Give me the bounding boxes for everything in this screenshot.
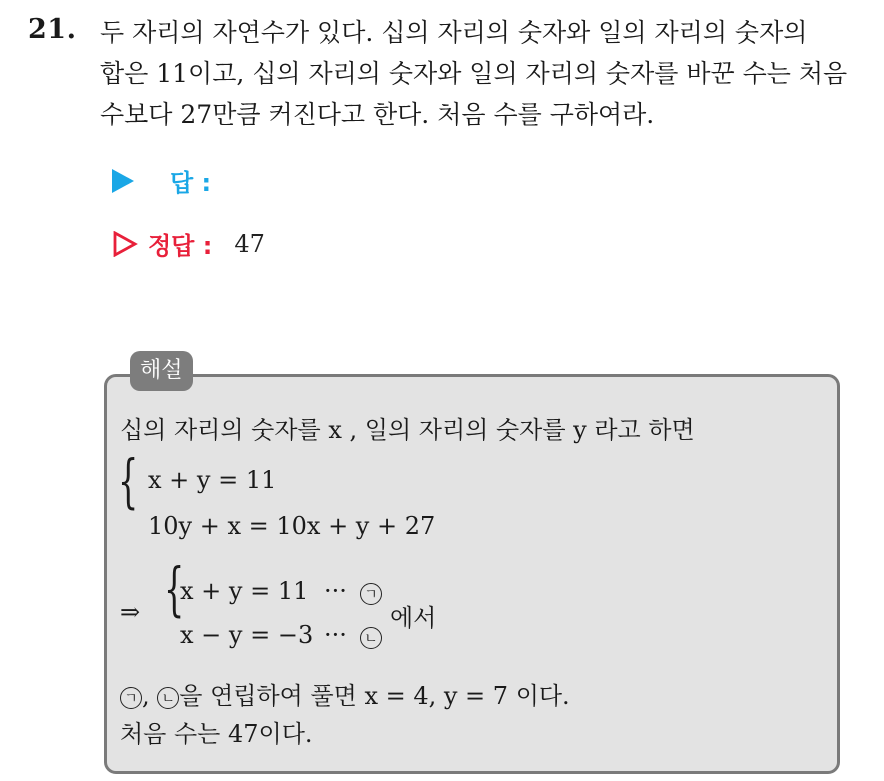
question-text: [100, 12, 870, 135]
correct-answer-row: [112, 226, 265, 261]
solution-tab: 해설: [130, 351, 193, 391]
conclusion-line: ㄱ , ㄴ 을 연립하여 풀면 x = 4, y = 7 이다.: [120, 676, 570, 711]
equation-1b: 10y + x = 10x + y + 27: [148, 512, 436, 540]
outline-triangle-icon: [112, 231, 138, 257]
final-line: 처음 수는 47이다.: [120, 720, 313, 748]
left-brace: {: [164, 555, 185, 623]
solution-line-1: 십의 자리의 숫자를 x , 일의 자리의 숫자를 y 라고 하면: [120, 416, 695, 444]
implies-arrow: ⇒: [120, 598, 141, 626]
question-line: 두 자리의 자연수가 있다. 십의 자리의 숫자와 일의 자리의 숫자의: [100, 18, 808, 47]
equation-1a: x + y = 11: [148, 466, 277, 494]
circled-label: ㄴ: [360, 627, 382, 649]
answer-label: 답 :: [170, 169, 212, 197]
question-line: 합은 11이고, 십의 자리의 숫자와 일의 자리의 숫자를 바꾼 수는 처음: [100, 59, 848, 88]
equation-2b: x − y = −3: [180, 621, 314, 649]
system-suffix: 에서: [390, 604, 437, 632]
circled-label: ㄱ: [120, 687, 142, 709]
correct-answer-label: 정답 :: [148, 232, 213, 260]
dots-mark: ···: [324, 577, 347, 605]
conclusion-text: 을 연립하여 풀면 x = 4, y = 7 이다.: [179, 682, 570, 710]
question-number: 21.: [28, 14, 77, 45]
question-line: 수보다 27만큼 커진다고 한다. 처음 수를 구하여라.: [100, 100, 655, 129]
dots-mark: ···: [324, 621, 347, 649]
play-triangle-icon: [112, 169, 134, 193]
correct-answer-value: 47: [234, 229, 265, 258]
equation-2a: x + y = 11: [180, 577, 309, 605]
circled-label: ㄱ: [360, 583, 382, 605]
left-brace: {: [118, 447, 139, 515]
answer-row: [112, 163, 211, 198]
circled-label: ㄴ: [157, 687, 179, 709]
